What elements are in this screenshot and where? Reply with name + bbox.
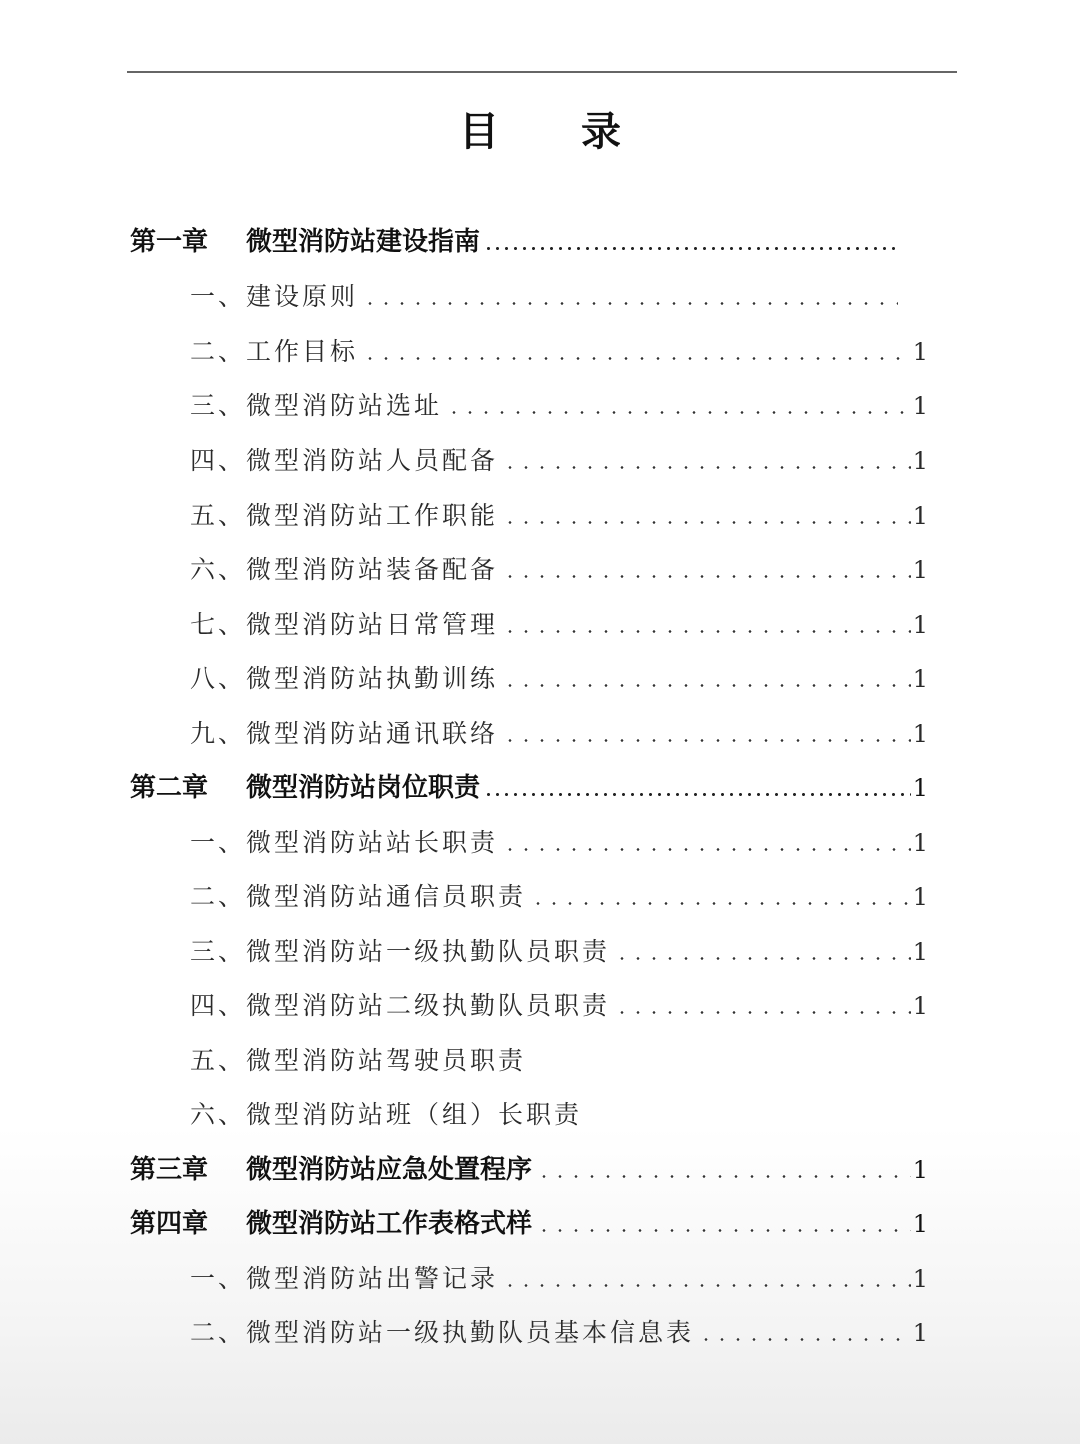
section-title: 二、工作目标 xyxy=(190,337,359,366)
section-title: 六、微型消防站装备配备 xyxy=(190,555,499,584)
dot-leader xyxy=(614,932,911,972)
dot-leader xyxy=(484,222,899,262)
page-number: 1 xyxy=(912,1319,928,1347)
toc-section[interactable] xyxy=(190,877,928,917)
chapter-number: 第一章 xyxy=(130,227,209,257)
toc-section[interactable] xyxy=(190,441,928,481)
toc-section[interactable] xyxy=(190,386,928,426)
section-title: 一、微型消防站站长职责 xyxy=(190,828,499,857)
toc-chapter-3[interactable] xyxy=(130,1150,928,1190)
section-title: 五、微型消防站工作职能 xyxy=(190,501,499,530)
dot-leader xyxy=(502,605,911,645)
page-number: 1 xyxy=(912,392,928,420)
dot-leader xyxy=(536,1204,911,1244)
dot-leader xyxy=(698,1313,911,1353)
page-number: 1 xyxy=(912,1265,928,1293)
chapter-title: 微型消防站岗位职责 xyxy=(246,773,481,803)
toc-section[interactable] xyxy=(190,986,928,1026)
dot-leader xyxy=(502,496,911,536)
section-title: 七、微型消防站日常管理 xyxy=(190,610,499,639)
chapter-title: 微型消防站应急处置程序 xyxy=(246,1155,533,1185)
page-number: 1 xyxy=(912,1156,928,1184)
section-title: 九、微型消防站通讯联络 xyxy=(190,719,499,748)
section-title: 二、微型消防站通信员职责 xyxy=(190,882,527,911)
page-number: 1 xyxy=(912,829,928,857)
section-title: 八、微型消防站执勤训练 xyxy=(190,664,499,693)
dot-leader xyxy=(502,550,911,590)
toc-section[interactable] xyxy=(190,605,928,645)
dot-leader xyxy=(502,1259,911,1299)
toc-section[interactable] xyxy=(190,1259,928,1299)
section-title: 四、微型消防站二级执勤队员职责 xyxy=(190,991,611,1020)
toc-section[interactable] xyxy=(190,932,928,972)
dot-leader xyxy=(446,386,911,426)
toc-section[interactable] xyxy=(190,332,928,372)
dot-leader xyxy=(536,1150,911,1190)
toc-section[interactable] xyxy=(190,496,928,536)
dot-leader xyxy=(362,277,898,317)
chapter-number: 第四章 xyxy=(130,1209,209,1239)
page-number: 1 xyxy=(912,992,928,1020)
toc-chapter-1[interactable] xyxy=(130,222,952,262)
page-number: 1 xyxy=(912,774,928,802)
page-number: 1 xyxy=(912,556,928,584)
toc-section[interactable] xyxy=(190,1041,928,1081)
page-number: 1 xyxy=(912,883,928,911)
section-title: 三、微型消防站选址 xyxy=(190,391,443,420)
page-number: 1 xyxy=(912,938,928,966)
section-title: 二、微型消防站一级执勤队员基本信息表 xyxy=(190,1318,695,1347)
toc-chapter-4[interactable] xyxy=(130,1204,928,1244)
page-number: 1 xyxy=(912,447,928,475)
section-title: 三、微型消防站一级执勤队员职责 xyxy=(190,937,611,966)
section-title: 五、微型消防站驾驶员职责 xyxy=(190,1046,527,1075)
toc-section[interactable] xyxy=(190,823,928,863)
section-title: 一、微型消防站出警记录 xyxy=(190,1264,499,1293)
dot-leader xyxy=(362,332,911,372)
dot-leader xyxy=(614,986,911,1026)
header-rule xyxy=(127,71,957,73)
section-title: 四、微型消防站人员配备 xyxy=(190,446,499,475)
dot-leader xyxy=(502,659,911,699)
page-number: 1 xyxy=(912,665,928,693)
page-number: 1 xyxy=(912,338,928,366)
chapter-number: 第三章 xyxy=(130,1155,209,1185)
page-number: 1 xyxy=(912,720,928,748)
chapter-title: 微型消防站建设指南 xyxy=(246,227,481,257)
toc-section[interactable] xyxy=(190,659,928,699)
toc-section[interactable] xyxy=(190,550,928,590)
chapter-number: 第二章 xyxy=(130,773,209,803)
section-title: 一、建设原则 xyxy=(190,282,359,311)
toc-section[interactable] xyxy=(190,1095,928,1135)
toc-chapter-2[interactable] xyxy=(130,768,928,808)
section-title: 六、微型消防站班（组）长职责 xyxy=(190,1100,583,1129)
dot-leader xyxy=(502,714,911,754)
toc-section[interactable] xyxy=(190,277,910,317)
dot-leader xyxy=(484,768,911,808)
toc-section[interactable] xyxy=(190,1313,928,1353)
page-number: 1 xyxy=(912,502,928,530)
page-number: 1 xyxy=(912,611,928,639)
dot-leader xyxy=(502,823,911,863)
chapter-title: 微型消防站工作表格式样 xyxy=(246,1209,533,1239)
dot-leader xyxy=(502,441,911,481)
toc-section[interactable] xyxy=(190,714,928,754)
page-number: 1 xyxy=(912,1210,928,1238)
page-title: 目 录 xyxy=(459,109,655,155)
dot-leader xyxy=(530,877,911,917)
